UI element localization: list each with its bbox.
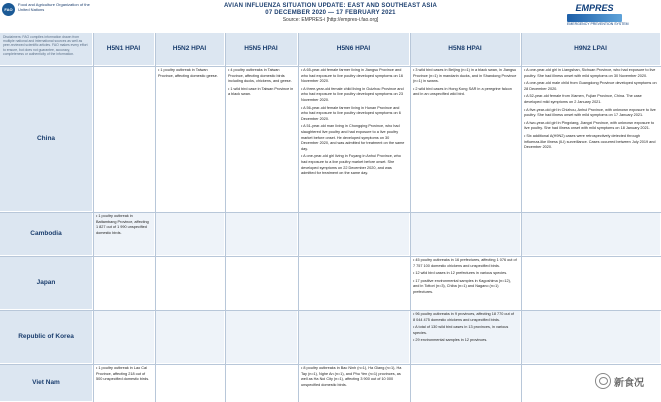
- table-cell: [155, 212, 225, 256]
- column-divider: [410, 33, 411, 402]
- table-cell: [155, 256, 225, 310]
- row-divider: [0, 66, 661, 67]
- fao-emblem-icon: FAO: [2, 3, 15, 16]
- table-cell: [410, 364, 521, 402]
- wechat-icon: [595, 373, 611, 389]
- fao-logo: [1, 1, 93, 33]
- table-cell: [410, 310, 521, 364]
- table-cell: [521, 256, 661, 310]
- cell-bullet: • Six additional A(H9N2) cases were retrospectively detected through influenza-like illness (ILI) surveillance. Cases occurred between July 2019 and December 2020.: [524, 133, 656, 150]
- table-cell: [155, 364, 225, 402]
- watermark-text: 新食况: [614, 377, 644, 389]
- column-header: H5N8 HPAI: [410, 33, 521, 66]
- cell-bullet: • A total of 130 wild bird cases in 13 provinces, in various species.: [413, 325, 509, 335]
- table-cell: [410, 66, 521, 212]
- disclaimer: Disclaimers: FAO compiles information drawn from multiple national and international sources as well as peer-reviewed scientific articles. FAO makes every effort to ensure, but does not guarantee, accuracy, completeness or authenticity of the information.: [0, 33, 93, 66]
- row-divider: [0, 256, 661, 257]
- cell-bullet: • 2 wild bird cases in Hong Kong SAR in a peregrine falcon and in an unspecified wild bird.: [413, 86, 512, 97]
- table-cell: [298, 66, 410, 212]
- empres-subtitle: EMERGENCY PREVENTION SYSTEM: [567, 22, 629, 26]
- cell-bullet: • 3 wild bird cases in Beijing (n=1) in a black swan, in Jiangsu Province (n=1) in mandarin ducks, and in Shandong Province (n=1) in swans.: [413, 68, 517, 84]
- cell-bullet: • 45 poultry outbreaks in 16 prefectures, affecting 1 076 out of 7 757 100 domestic chickens and unspecified birds.: [413, 258, 517, 268]
- table-cell: [410, 212, 521, 256]
- report-title: AVIAN INFLUENZA SITUATION UPDATE: EAST AND SOUTHEAST ASIA: [223, 3, 438, 9]
- cell-bullet: • A two-year-old girl in Pingxiang, Jiangxi Province, with unknown exposure to live poultry. She had illness onset with mild symptoms on 18 January 2021.: [524, 120, 655, 131]
- table-cell: [225, 364, 298, 402]
- cell-bullet: • A one-year-old girl in Liangshan, Sichuan Province, who had exposure to live poultry. She had illness onset with mild symptoms on 30 November 2020.: [524, 68, 656, 78]
- country-label: Japan: [0, 256, 93, 310]
- cell-bullet: • A one-year-old girl living in Fuyang in Anhui Province, who had exposure to a live poultry market before onset. She developed symptoms on 22 December 2020, and was admitted for treatment on the same day.: [301, 154, 401, 176]
- cell-bullet: • 17 positive environmental samples in Kagoshima (n=12), and in Tottori (n=3), Chiba (n=1) and Nagano (n=1) prefectures.: [413, 278, 511, 294]
- table-cell: [521, 66, 661, 212]
- country-label: Republic of Korea: [0, 310, 93, 364]
- column-divider: [155, 33, 156, 402]
- table-cell: [225, 66, 298, 212]
- table-cell: [225, 212, 298, 256]
- column-header: H5N5 HPAI: [225, 33, 298, 66]
- cell-bullet: • 1 poultry outbreak in Battambang Province, affecting 1 827 out of 1 990 unspecified domestic birds.: [96, 214, 149, 235]
- table-cell: [225, 256, 298, 310]
- country-label: China: [0, 66, 93, 212]
- cell-bullet: • 12 wild bird cases in 12 prefectures in various species.: [413, 271, 508, 276]
- report-source: Source: EMPRES-i [http://empres-i.fao.org]: [282, 17, 379, 23]
- cell-bullet: • 29 environmental samples in 12 provinces.: [413, 338, 488, 343]
- row-divider: [0, 364, 661, 365]
- cell-bullet: • 1 wild bird case in Taiwan Province in a black swan.: [228, 86, 294, 97]
- table-cell: [93, 310, 155, 364]
- table-cell: [521, 212, 661, 256]
- cell-bullet: • 96 poultry outbreaks in 9 provinces, affecting 18 770 out of 8 044 475 domestic chickens and unspecified birds.: [413, 312, 514, 322]
- cell-bullet: • A three-year-old female child living in Guizhou Province and who had exposure to live poultry developed symptoms on 23 November 2020.: [301, 86, 404, 102]
- table-cell: [521, 310, 661, 364]
- situation-table: [0, 33, 661, 402]
- column-divider: [93, 33, 94, 402]
- country-label: Cambodia: [0, 212, 93, 256]
- cell-bullet: • A one-year-old male child from Guangdong Province developed symptoms on 28 December 2020.: [524, 81, 657, 91]
- table-cell: [93, 256, 155, 310]
- cell-bullet: • 8 poultry outbreaks in Bac Ninh (n=1), Ha Giang (n=1), Ha Tay (n=1), Nghe An (n=1), and Phu Yen (n=1) provinces, as well as Ha Noi City (n=1), affecting 3 900 out of 10 000 unspecified domestic birds.: [301, 366, 402, 387]
- report-period: 07 DECEMBER 2020 — 17 FEBRUARY 2021: [265, 10, 396, 16]
- table-cell: [298, 256, 410, 310]
- row-divider: [0, 310, 661, 311]
- column-header: H5N1 HPAI: [93, 33, 155, 66]
- table-cell: [298, 310, 410, 364]
- table-cell: [93, 66, 155, 212]
- fao-name: Food and Agriculture Organization of the United Nations: [18, 2, 90, 12]
- table-cell: [155, 66, 225, 212]
- row-divider: [0, 212, 661, 213]
- column-header: H5N6 HPAI: [298, 33, 410, 66]
- table-cell: [93, 212, 155, 256]
- table-cell: [410, 256, 521, 310]
- report-title-block: [160, 3, 501, 24]
- report-header: [0, 0, 661, 33]
- cell-bullet: • A 52-year-old female from Xiamen, Fujian Province, China. The case developed mild symptoms on 2 January 2021.: [524, 94, 642, 104]
- cell-bullet: • A five-year-old girl in Chizhou, Anhui Province, with unknown exposure to live poultry. She had illness onset with mild symptoms on 17 January 2021.: [524, 107, 656, 118]
- table-cell: [93, 364, 155, 402]
- column-header: H9N2 LPAI: [521, 33, 661, 66]
- column-divider: [298, 33, 299, 402]
- table-cell: [298, 364, 410, 402]
- column-header: H5N2 HPAI: [155, 33, 225, 66]
- cell-bullet: • 1 poultry outbreak in Lao Cai Province, affecting 218 out of 500 unspecified domestic birds.: [96, 366, 150, 382]
- column-divider: [521, 33, 522, 402]
- column-divider: [225, 33, 226, 402]
- cell-bullet: • 1 poultry outbreak in Taiwan Province, affecting domestic geese.: [158, 68, 218, 78]
- empres-logo: [567, 3, 629, 29]
- country-label: Viet Nam: [0, 364, 93, 402]
- cell-bullet: • A 56-year-old female farmer living in Hunan Province and who had exposure to live poultry developed symptoms on 6 December 2020.: [301, 105, 401, 121]
- cell-bullet: • A 51-year-old man living in Chongqing Province, who had slaughtered live poultry and had exposure to a live poultry market before onset. He developed symptoms on 30 December 2020, and was admitted for treatment on the same day.: [301, 124, 405, 151]
- empres-wordmark: EMPRES: [575, 3, 614, 13]
- empres-globe-icon: [567, 14, 622, 22]
- cell-bullet: • 4 poultry outbreaks in Taiwan Province, affecting domestic birds including ducks, chickens, and geese.: [228, 68, 292, 84]
- table-cell: [155, 310, 225, 364]
- table-cell: [225, 310, 298, 364]
- table-cell: [298, 212, 410, 256]
- cell-bullet: • A 65-year-old female farmer living in Jiangsu Province and who had exposure to live poultry developed symptoms on 16 November 2020.: [301, 68, 403, 84]
- watermark: [595, 371, 661, 391]
